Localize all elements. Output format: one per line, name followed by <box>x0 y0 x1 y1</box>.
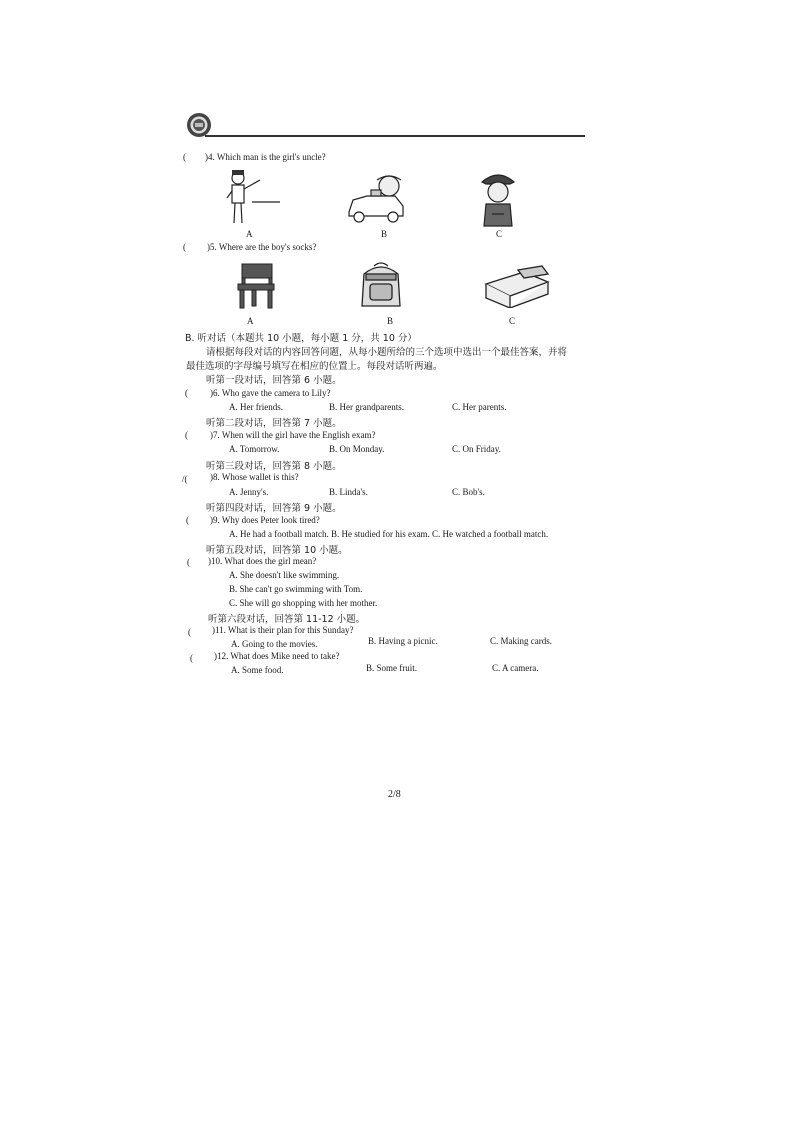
answer-bracket[interactable]: ( <box>185 388 188 398</box>
options-line[interactable]: A. He had a football match. B. He studied for his exam. C. He watched a football match. <box>229 529 549 539</box>
police-officer-picture <box>476 168 520 228</box>
page-number: 2/8 <box>388 789 401 800</box>
section-b-instruction-line1: 请根据每段对话的内容回答问题，从每小题所给的三个选项中选出一个最佳答案，并将 <box>206 347 568 358</box>
answer-bracket[interactable]: ( <box>190 653 193 663</box>
answer-bracket[interactable]: ( <box>183 242 186 252</box>
taxi-driver-picture <box>345 172 407 224</box>
option-c[interactable]: C. Making cards. <box>490 636 552 646</box>
option-c[interactable]: C. A camera. <box>492 663 539 673</box>
option-a[interactable]: A. Some food. <box>231 665 284 675</box>
question-5: )5. Where are the boy's socks? <box>207 242 317 252</box>
question-7: )7. When will the girl have the English exam? <box>210 430 376 440</box>
option-b[interactable]: B. Having a picnic. <box>368 636 438 646</box>
dialogue-4-heading: 听第四段对话，回答第 9 小题。 <box>206 503 342 514</box>
option-b-label[interactable]: B <box>381 229 388 239</box>
option-b[interactable]: B. Her grandparents. <box>329 402 404 412</box>
backpack-picture <box>356 260 406 310</box>
option-c[interactable]: C. Her parents. <box>452 402 507 412</box>
header-rule <box>205 135 585 137</box>
question-10: )10. What does the girl mean? <box>208 556 317 566</box>
answer-bracket[interactable]: ( <box>186 515 189 525</box>
question-11: )11. What is their plan for this Sunday? <box>212 625 354 635</box>
dialogue-6-heading: 听第六段对话，回答第 11-12 小题。 <box>208 614 366 625</box>
option-c-label[interactable]: C <box>509 316 516 326</box>
option-a[interactable]: A. Going to the movies. <box>231 639 318 649</box>
question-6: )6. Who gave the camera to Lily? <box>210 388 331 398</box>
section-b-title: B. 听对话（本题共 10 小题，每小题 1 分，共 10 分） <box>185 333 417 344</box>
option-c-label[interactable]: C <box>496 229 503 239</box>
dialogue-2-heading: 听第二段对话，回答第 7 小题。 <box>206 418 342 429</box>
chair-picture <box>234 262 278 310</box>
section-b-instruction-line2: 最佳选项的字母编号填写在相应的位置上。每段对话听两遍。 <box>186 361 443 372</box>
question-9: )9. Why does Peter look tired? <box>210 515 320 525</box>
option-b[interactable]: B. Linda's. <box>329 487 368 497</box>
option-b[interactable]: B. Some fruit. <box>366 663 417 673</box>
option-b[interactable]: B. On Monday. <box>329 444 385 454</box>
dialogue-1-heading: 听第一段对话，回答第 6 小题。 <box>206 375 342 386</box>
option-a-label[interactable]: A <box>247 316 254 326</box>
option-c[interactable]: C. She will go shopping with her mother. <box>229 598 378 608</box>
option-c[interactable]: C. On Friday. <box>452 444 501 454</box>
answer-bracket[interactable]: ( <box>183 152 186 162</box>
option-a[interactable]: A. Her friends. <box>229 402 283 412</box>
question-12: )12. What does Mike need to take? <box>214 651 340 661</box>
option-a-label[interactable]: A <box>246 229 253 239</box>
option-b[interactable]: B. She can't go swimming with Tom. <box>229 584 363 594</box>
option-a[interactable]: A. She doesn't like swimming. <box>229 570 340 580</box>
bed-picture <box>484 264 550 308</box>
answer-bracket[interactable]: ( <box>185 430 188 440</box>
answer-bracket[interactable]: /( <box>182 474 188 484</box>
question-4: )4. Which man is the girl's uncle? <box>205 152 326 162</box>
option-b-label[interactable]: B <box>387 316 394 326</box>
option-a[interactable]: A. Tomorrow. <box>229 444 280 454</box>
man-pointing-picture <box>222 168 282 228</box>
answer-bracket[interactable]: ( <box>188 627 191 637</box>
option-c[interactable]: C. Bob's. <box>452 487 485 497</box>
question-8: )8. Whose wallet is this? <box>210 472 299 482</box>
answer-bracket[interactable]: ( <box>187 557 190 567</box>
dialogue-5-heading: 听第五段对话，回答第 10 小题。 <box>206 545 348 556</box>
dialogue-3-heading: 听第三段对话，回答第 8 小题。 <box>206 461 342 472</box>
option-a[interactable]: A. Jenny's. <box>229 487 269 497</box>
